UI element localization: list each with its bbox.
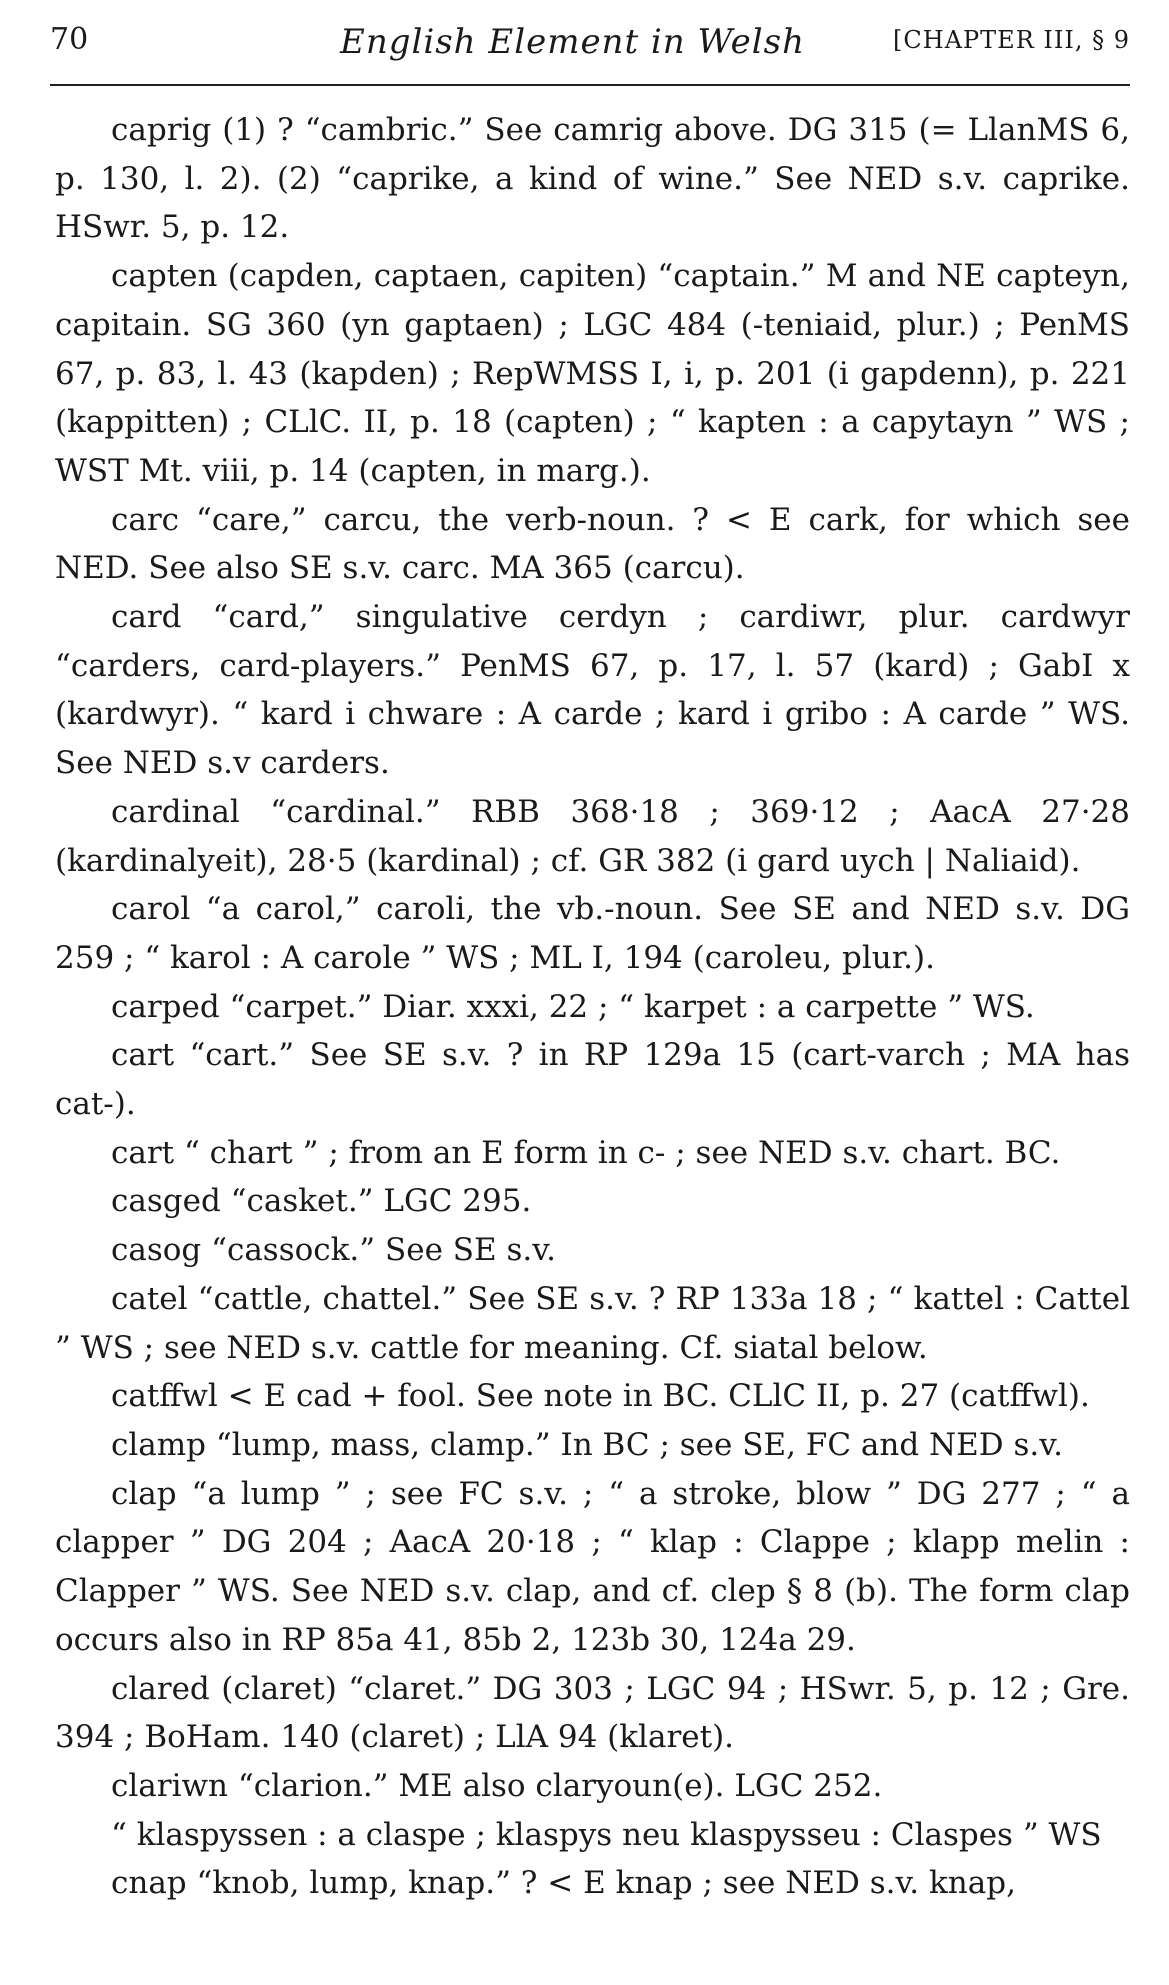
chapter-reference: [CHAPTER III, § 9 bbox=[893, 26, 1130, 54]
entry-card: card “card,” singulative cerdyn ; cardiwr, plur. cardwyr “carders, card-players.” PenMS 67, p. 17, l. 57 (kard) ; GabI x (kardwyr). “ kard i chware : A carde ; kard i gribo : A carde ” WS. See NED s.v carders. bbox=[55, 599, 1130, 782]
entry-cardinal: cardinal “cardinal.” RBB 368·18 ; 369·12 ; AacA 27·28 (kardinalyeit), 28·5 (kardinal) ; cf. GR 382 (i gard uych | Naliaid). bbox=[55, 793, 1130, 879]
entry-casged: casged “casket.” LGC 295. bbox=[111, 1183, 532, 1220]
entry-cnap: cnap “knob, lump, knap.” ? < E knap ; see NED s.v. knap, bbox=[111, 1865, 1016, 1902]
entry-cart-chart: cart “ chart ” ; from an E form in c- ; see NED s.v. chart. BC. bbox=[111, 1134, 1061, 1171]
entry-carol: carol “a carol,” caroli, the vb.-noun. See SE and NED s.v. DG 259 ; “ karol : A carole ” WS ; ML I, 194 (caroleu, plur.). bbox=[55, 891, 1130, 976]
page-number: 70 bbox=[50, 22, 89, 57]
entry-klaspyssen: “ klaspyssen : a claspe ; klaspys neu klaspysseu : Claspes ” WS bbox=[111, 1816, 1102, 1853]
header-rule bbox=[50, 84, 1130, 86]
running-title: English Element in Welsh bbox=[340, 22, 806, 62]
entry-caprig: caprig (1) ? “cambric.” See camrig above. DG 315 (= LlanMS 6, p. 130, l. 2). (2) “caprike, a kind of wine.” See NED s.v. caprike. HSwr. 5, p. 12. bbox=[55, 112, 1130, 246]
entry-capten: capten (capden, captaen, capiten) “captain.” M and NE capteyn, capitain. SG 360 (yn gaptaen) ; LGC 484 (-teniaid, plur.) ; PenMS 67, p. 83, l. 43 (kapden) ; RepWMSS I, i, p. 201 (i gapdenn), p. 221 (kappitten) ; CLlC. II, p. 18 (capten) ; “ kapten : a capytayn ” WS ; WST Mt. viii, p. 14 (capten, in marg.). bbox=[55, 258, 1130, 489]
entry-clamp: clamp “lump, mass, clamp.” In BC ; see SE, FC and NED s.v. bbox=[111, 1426, 1063, 1463]
entry-clariwn: clariwn “clarion.” ME also claryoun(e). LGC 252. bbox=[111, 1767, 883, 1804]
entry-catel: catel “cattle, chattel.” See SE s.v. ? RP 133a 18 ; “ kattel : Cattel ” WS ; see NED s.v. cattle for meaning. Cf. siatal below. bbox=[55, 1280, 1130, 1366]
page-header bbox=[50, 22, 1130, 82]
entry-catffwl: catffwl < E cad + fool. See note in BC. CLlC II, p. 27 (catffwl). bbox=[111, 1378, 1090, 1415]
entry-carc: carc “care,” carcu, the verb-noun. ? < E cark, for which see NED. See also SE s.v. carc. MA 365 (carcu). bbox=[55, 501, 1130, 587]
entry-cart: cart “cart.” See SE s.v. ? in RP 129a 15 (cart-varch ; MA has cat-). bbox=[55, 1037, 1130, 1123]
entry-casog: casog “cassock.” See SE s.v. bbox=[111, 1232, 556, 1269]
entry-carped: carped “carpet.” Diar. xxxi, 22 ; “ karpet : a carpette ” WS. bbox=[111, 988, 1035, 1025]
entry-clared: clared (claret) “claret.” DG 303 ; LGC 94 ; HSwr. 5, p. 12 ; Gre. 394 ; BoHam. 140 (claret) ; LlA 94 (klaret). bbox=[55, 1670, 1130, 1756]
entry-clap: clap “a lump ” ; see FC s.v. ; “ a stroke, blow ” DG 277 ; “ a clapper ” DG 204 ; AacA 20·18 ; “ klap : Clappe ; klapp melin : Clapper ” WS. See NED s.v. clap, and cf. clep § 8 (b). The form clap occurs also in RP 85a 41, 85b 2, 123b 30, 124a 29. bbox=[55, 1475, 1130, 1658]
body-text bbox=[55, 106, 1130, 1908]
